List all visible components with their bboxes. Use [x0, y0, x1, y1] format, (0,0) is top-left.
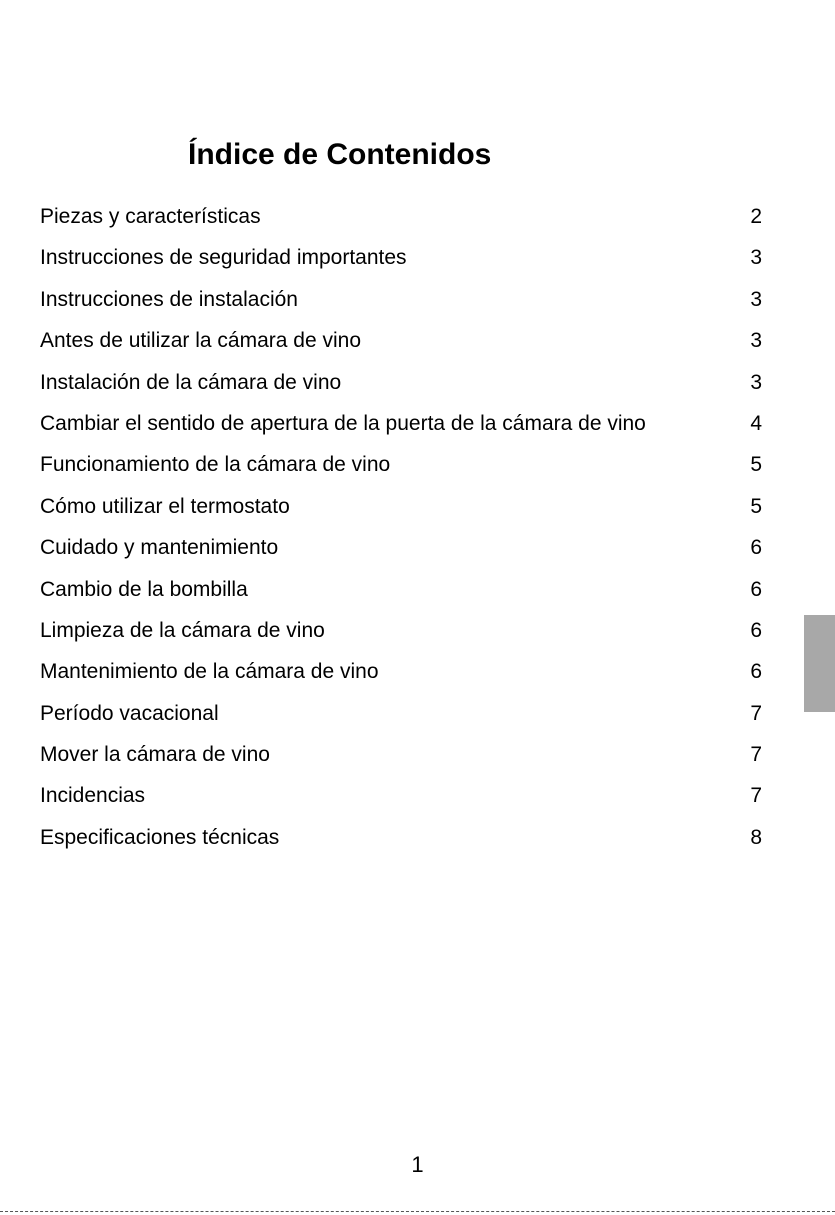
toc-entry-page: 3: [750, 329, 762, 353]
toc-entry-label: Cambio de la bombilla: [40, 577, 248, 601]
toc-entry[interactable]: [40, 572, 762, 613]
bottom-divider: [0, 1211, 835, 1212]
toc-entry[interactable]: [40, 778, 762, 819]
page-number: 1: [411, 1152, 424, 1177]
page-title: Índice de Contenidos: [188, 138, 492, 171]
toc-entry[interactable]: [40, 282, 762, 323]
toc-entry[interactable]: [40, 199, 762, 240]
toc-entry[interactable]: [40, 406, 762, 447]
toc-entry-label: Funcionamiento de la cámara de vino: [40, 453, 391, 477]
toc-entry[interactable]: [40, 613, 762, 654]
toc-entry-page: 8: [750, 825, 762, 849]
toc-entry-page: 7: [750, 743, 762, 767]
toc-entry[interactable]: [40, 530, 762, 571]
toc-entry-label: Piezas y características: [40, 205, 261, 228]
toc-entry-page: 3: [750, 370, 762, 394]
toc-entry[interactable]: [40, 489, 762, 530]
toc-entry-page: 3: [750, 246, 762, 270]
toc-entry[interactable]: [40, 654, 762, 695]
toc-entry-label: Cuidado y mantenimiento: [40, 536, 279, 560]
toc-entry-label: Cómo utilizar el termostato: [40, 494, 290, 518]
toc-entry[interactable]: [40, 240, 762, 281]
toc-entry-label: Mantenimiento de la cámara de vino: [40, 660, 379, 684]
toc-entry-page: 6: [750, 536, 762, 560]
toc-entry-page: 6: [750, 577, 762, 601]
toc-entry-page: 3: [750, 287, 762, 311]
section-thumb-tab: [804, 615, 835, 712]
toc-entry-label: Incidencias: [40, 784, 146, 808]
toc-entry-label: Mover la cámara de vino: [40, 743, 270, 767]
toc-entry-page: 7: [750, 784, 762, 808]
toc-entry-page: 5: [750, 494, 762, 518]
table-of-contents: [40, 199, 762, 861]
toc-entry[interactable]: [40, 323, 762, 364]
toc-entry-label: Antes de utilizar la cámara de vino: [40, 329, 361, 353]
toc-entry-label: Especificaciones técnicas: [40, 825, 280, 849]
toc-entry-label: Período vacacional: [40, 701, 219, 725]
toc-entry[interactable]: [40, 447, 762, 488]
toc-entry-page: 5: [750, 453, 762, 477]
toc-entry-label: Instrucciones de seguridad importantes: [40, 246, 407, 270]
toc-entry-label: Cambiar el sentido de apertura de la puerta de la cámara de vino: [40, 411, 646, 435]
toc-entry-label: Instalación de la cámara de vino: [40, 370, 342, 394]
toc-entry-page: 4: [750, 411, 762, 435]
toc-entry-page: 2: [750, 205, 762, 228]
toc-entry-label: Instrucciones de instalación: [40, 287, 298, 311]
toc-entry[interactable]: [40, 696, 762, 737]
toc-entry-page: 6: [750, 618, 762, 642]
toc-entry-page: 7: [750, 701, 762, 725]
toc-entry[interactable]: [40, 365, 762, 406]
toc-entry[interactable]: [40, 820, 762, 861]
toc-entry[interactable]: [40, 737, 762, 778]
toc-entry-page: 6: [750, 660, 762, 684]
toc-entry-label: Limpieza de la cámara de vino: [40, 618, 325, 642]
